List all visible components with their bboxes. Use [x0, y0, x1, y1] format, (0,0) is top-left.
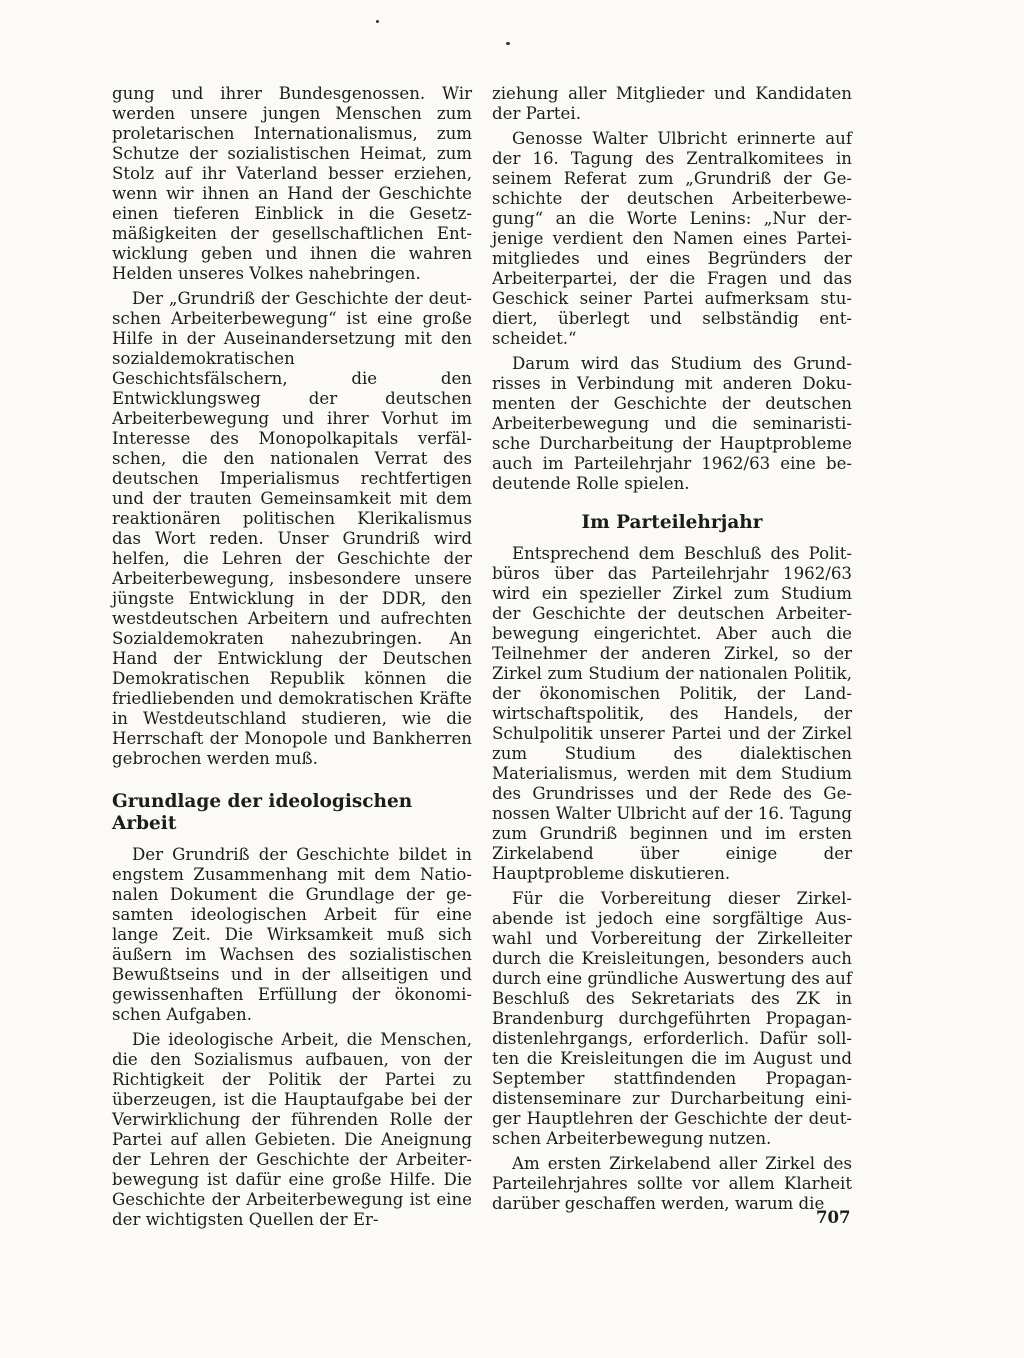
print-speck [506, 42, 510, 45]
body-paragraph: Darum wird das Studium des Grundrisses in Verbindung mit anderen Dokumenten der Geschichte der deutschen Arbeiterbewegung und die seminaristische Durcharbeitung der Hauptprobleme auch im Parteilehrjahr 1962/63 eine bedeutende Rolle spielen. [492, 354, 852, 493]
body-paragraph: Der „Grundriß der Geschichte der deutschen Arbeiterbewegung“ ist eine große Hilfe in der Auseinandersetzung mit den sozialdemokratischen Geschichtsfälschern, die den Entwicklungsweg der deutschen Arbeiterbewegung und ihrer Vorhut im Interesse des Monopolkapitals verfälschen, die den nationalen Verrat des deutschen Imperialismus rechtfertigen und der trauten Gemeinsamkeit mit dem reaktionären politischen Klerikalismus das Wort reden. Unser Grundriß wird helfen, die Lehren der Geschichte der Arbeiterbewegung, insbesondere unsere jüngste Entwicklung in der DDR, den westdeutschen Arbeitern und aufrechten Sozialdemokraten nahezubringen. An Hand der Entwicklung der Deutschen Demokratischen Republik können die friedliebenden und demokratischen Kräfte in Westdeutschland studieren, wie die Herrschaft der Monopole und Bankherren gebrochen werden muß. [112, 289, 472, 768]
body-paragraph: Die ideologische Arbeit, die Menschen, die den Sozialismus aufbauen, von der Richtigkeit der Politik der Partei zu überzeugen, ist die Hauptaufgabe bei der Verwirklichung der führenden Rolle der Partei auf allen Gebieten. Die Aneignung der Lehren der Geschichte der Arbeiterbewegung ist dafür eine große Hilfe. Die Geschichte der Arbeiterbewegung ist eine der wichtigsten Quellen der Er- [112, 1030, 472, 1229]
section-heading: Im Parteilehrjahr [581, 512, 763, 533]
body-paragraph: Für die Vorbereitung dieser Zirkelabende ist jedoch eine sorgfältige Auswahl und Vorbereitung der Zirkelleiter durch die Kreisleitungen, besonders auch durch eine gründliche Auswertung des auf Beschluß des Sekretariats des ZK in Brandenburg durchgeführten Propagandistenlehrgangs, erforderlich. Dafür sollten die Kreisleitungen die im August und September stattfindenden Propagandistenseminare zur Durcharbeitung einiger Hauptlehren der Geschichte der deutschen Arbeiterbewegung nutzen. [492, 889, 852, 1148]
section-heading: Grundlage der ideologischen Arbeit [112, 791, 413, 834]
body-paragraph: Am ersten Zirkelabend aller Zirkel des Parteilehrjahres sollte vor allem Klarheit darüber geschaffen werden, warum die [492, 1154, 852, 1213]
right-column [492, 84, 852, 1214]
body-paragraph: gung und ihrer Bundesgenossen. Wir werden unsere jungen Menschen zum proletarischen Internationalismus, zum Schutze der sozialistischen Heimat, zum Stolz auf ihr Vaterland besser erziehen, wenn wir ihnen an Hand der Geschichte einen tieferen Einblick in die Gesetzmäßigkeiten der gesellschaftlichen Entwicklung geben und ihnen die wahren Helden unseres Volkes nahebringen. [112, 84, 472, 283]
left-column [112, 84, 472, 1230]
body-paragraph: Der Grundriß der Geschichte bildet in engstem Zusammenhang mit dem Nationalen Dokument die Grundlage der gesamten ideologischen Arbeit für eine lange Zeit. Die Wirksamkeit muß sich äußern im Wachsen des sozialistischen Bewußtseins und in der allseitigen und gewissenhaften Erfüllung der ökonomischen Aufgaben. [112, 845, 472, 1024]
page-number: 707 [816, 1208, 851, 1227]
body-paragraph: ziehung aller Mitglieder und Kandidaten der Partei. [492, 84, 852, 123]
body-paragraph: Entsprechend dem Beschluß des Politbüros über das Parteilehrjahr 1962/63 wird ein spezieller Zirkel zum Studium der Geschichte der deutschen Arbeiterbewegung eingerichtet. Aber auch die Teilnehmer der anderen Zirkel, so der Zirkel zum Studium der nationalen Politik, der ökonomischen Politik, der Landwirtschaftspolitik, des Handels, der Schulpolitik unserer Partei und der Zirkel zum Studium des dialektischen Materialismus, werden mit dem Studium des Grundrisses und der Rede des Genossen Walter Ulbricht auf der 16. Tagung zum Grundriß beginnen und im ersten Zirkelabend über einige der Hauptprobleme diskutieren. [492, 544, 852, 883]
body-paragraph: Genosse Walter Ulbricht erinnerte auf der 16. Tagung des Zentralkomitees in seinem Referat zum „Grundriß der Geschichte der deutschen Arbeiterbewegung“ an die Worte Lenins: „Nur derjenige verdient den Namen eines Parteimitgliedes und eines Begründers der Arbeiterpartei, der die Fragen und das Geschick seiner Partei aufmerksam studiert, überlegt und selbständig entscheidet.“ [492, 129, 852, 348]
print-speck [376, 20, 379, 23]
